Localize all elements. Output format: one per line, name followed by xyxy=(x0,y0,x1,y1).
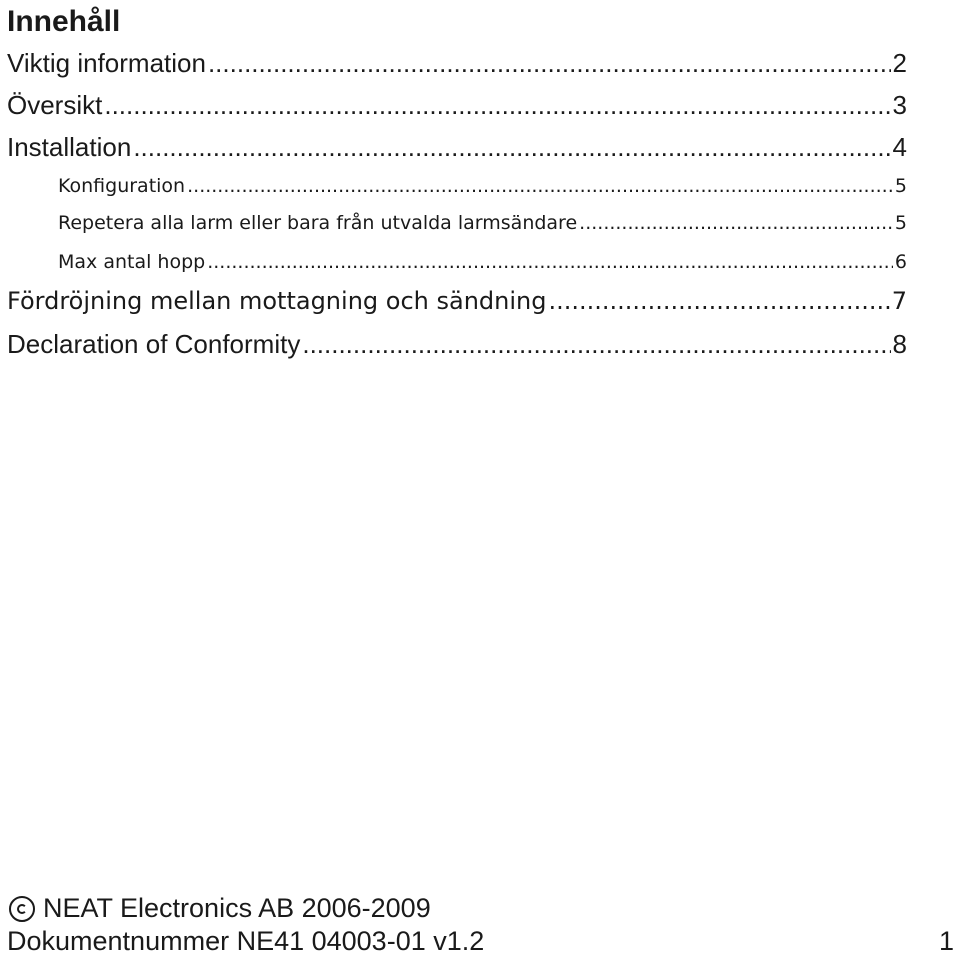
toc-entry-page: 5 xyxy=(894,175,907,197)
toc-leader-dots xyxy=(548,287,889,315)
copyright-text: NEAT Electronics AB 2006-2009 xyxy=(43,893,431,923)
toc-leader-dots xyxy=(207,251,893,273)
toc-entry-konfiguration[interactable] xyxy=(58,175,907,197)
copyright-icon xyxy=(9,896,35,922)
toc-leader-dots xyxy=(302,329,890,360)
toc-leader-dots xyxy=(104,90,890,121)
toc-entry-page: 3 xyxy=(892,90,907,120)
toc-entry-label: Översikt xyxy=(7,90,103,120)
toc-entry-label: Max antal hopp xyxy=(58,251,206,273)
toc-entry-label: Konfiguration xyxy=(58,175,186,197)
toc-leader-dots xyxy=(579,212,893,234)
toc-entry-label: Repetera alla larm eller bara från utvalda larmsändare xyxy=(58,212,578,234)
toc-entry-label: Fördröjning mellan mottagning och sändning xyxy=(7,287,547,315)
toc-entry-page: 5 xyxy=(894,212,907,234)
page-title: Innehåll xyxy=(7,5,121,38)
toc-entry-page: 8 xyxy=(892,329,907,359)
toc-entry-max-antal-hopp[interactable] xyxy=(58,251,907,273)
toc-entry-viktig-information[interactable] xyxy=(7,48,907,79)
toc-leader-dots xyxy=(133,132,890,163)
toc-entry-oversikt[interactable] xyxy=(7,90,907,121)
toc-entry-label: Declaration of Conformity xyxy=(7,329,301,359)
toc-entry-fordrojning[interactable] xyxy=(7,287,907,315)
toc-entry-label: Installation xyxy=(7,132,132,162)
toc-leader-dots xyxy=(208,48,891,79)
toc-entry-page: 4 xyxy=(892,132,907,162)
toc-leader-dots xyxy=(187,175,893,197)
copyright-line xyxy=(7,893,431,924)
toc-entry-repetera-alla-larm[interactable] xyxy=(58,212,907,234)
toc-entry-installation[interactable] xyxy=(7,132,907,163)
toc-entry-label: Viktig information xyxy=(7,48,206,78)
page-number: 1 xyxy=(938,926,954,956)
toc-entry-declaration-of-conformity[interactable] xyxy=(7,329,907,360)
toc-entry-page: 7 xyxy=(891,287,907,315)
document-number: Dokumentnummer NE41 04003-01 v1.2 xyxy=(7,926,485,956)
toc-entry-page: 2 xyxy=(892,48,907,78)
toc-entry-page: 6 xyxy=(894,251,907,273)
